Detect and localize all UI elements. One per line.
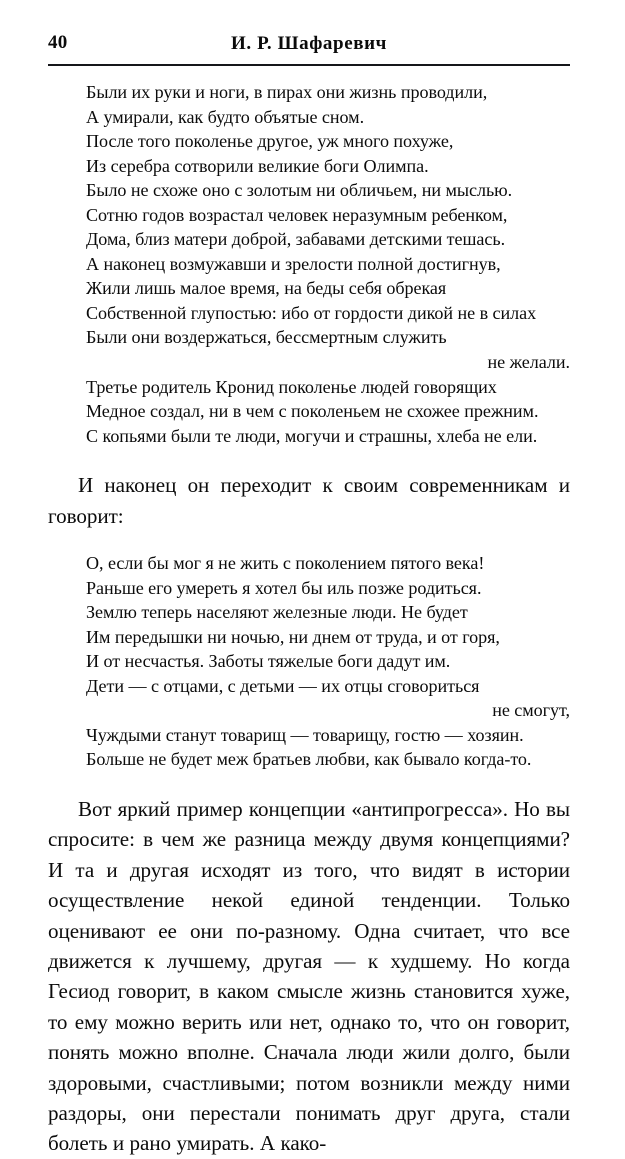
paragraph-final	[48, 794, 570, 1159]
spacer	[0, 531, 625, 551]
verse-block-first	[0, 80, 625, 448]
verse-line: После того поколенье другое, уж много похуже,	[86, 131, 454, 152]
verse-line: И от несчастья. Заботы тяжелые боги дадут им.	[86, 651, 451, 672]
verse-line: Землю теперь населяют железные люди. Не будет	[86, 602, 468, 623]
verse-line: Были они воздержаться, бессмертным служить	[86, 327, 447, 348]
verse-line: Было не схоже оно с золотым ни обличьем, ни мыслью.	[86, 180, 513, 201]
paragraph-intro-text: И наконец он переходит к своим современникам и говорит:	[48, 473, 570, 528]
verse-line: О, если бы мог я не жить с поколением пятого века!	[86, 553, 485, 574]
verse-line-runover: не смогут,	[492, 700, 570, 721]
running-head	[48, 32, 570, 62]
paragraph-intro	[48, 470, 570, 531]
verse-line: Раньше его умереть я хотел бы иль позже родиться.	[86, 577, 482, 598]
verse-line-runover: не желали.	[487, 352, 570, 373]
page-body	[0, 80, 625, 1159]
verse-line: А наконец возмужавши и зрелости полной достигнув,	[86, 253, 501, 274]
verse-line: Им передышки ни ночью, ни днем от труда, и от горя,	[86, 626, 500, 647]
verse-line: Собственной глупостью: ибо от гордости дикой не в силах	[86, 302, 537, 323]
spacer	[0, 448, 625, 470]
verse-line: Медное создал, ни в чем с поколеньем не схожее прежним.	[86, 401, 539, 422]
header-divider	[48, 64, 570, 66]
verse-line: Жили лишь малое время, на беды себя обрекая	[86, 278, 447, 299]
verse-line: Третье родитель Кронид поколенье людей говорящих	[86, 376, 497, 397]
verse-line: С копьями были те люди, могучи и страшны, хлеба не ели.	[86, 425, 538, 446]
running-title: И. Р. Шафаревич	[231, 33, 387, 54]
spacer	[0, 772, 625, 794]
verse-line: Больше не будет меж братьев любви, как бывало когда-то.	[86, 749, 532, 770]
page-number: 40	[48, 32, 68, 53]
paragraph-final-text: Вот яркий пример концепции «антипрогресса». Но вы спросите: в чем же разница между двумя концепциями? И та и другая исходят из того, что видят в истории осуществление некой единой тенденции. Только оценивают ее они по-разному. Одна считает, что все движется к лучшему, другая — к худшему. Но когда Гесиод говорит, в каком смысле жизнь становится хуже, то ему можно верить или нет, однако то, что он говорит, понять можно вполне. Сначала люди жили долго, были здоровыми, счастливыми; потом возникли между ними раздоры, они перестали понимать друг друга, стали болеть и рано умирать. А како-	[48, 796, 570, 1156]
verse-block-second	[0, 551, 625, 772]
verse-line: А умирали, как будто объятые сном.	[86, 106, 365, 127]
verse-line: Из серебра сотворили великие боги Олимпа.	[86, 155, 429, 176]
verse-line: Были их руки и ноги, в пирах они жизнь проводили,	[86, 82, 488, 102]
verse-line: Чуждыми станут товарищ — товарищу, гостю — хозяин.	[86, 724, 524, 745]
verse-line: Дома, близ матери доброй, забавами детскими тешась.	[86, 229, 506, 250]
verse-line: Сотню годов возрастал человек неразумным ребенком,	[86, 204, 508, 225]
verse-line: Дети — с отцами, с детьми — их отцы сговориться	[86, 675, 480, 696]
